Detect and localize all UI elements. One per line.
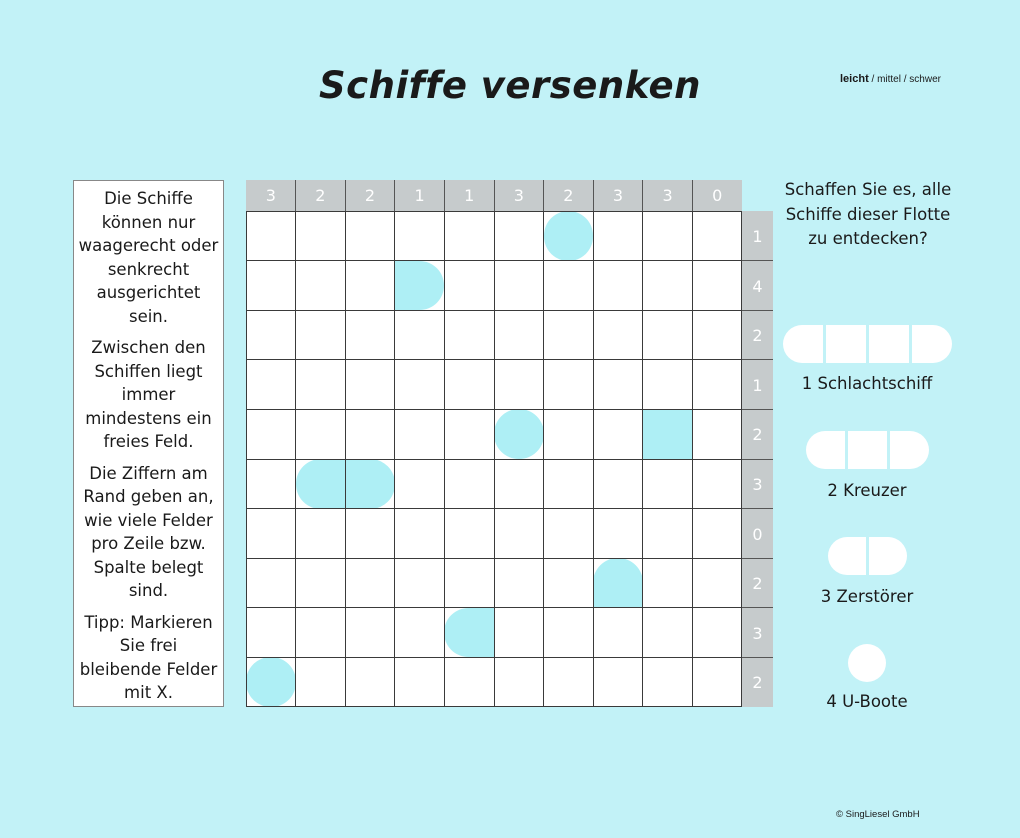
- grid-cell[interactable]: [593, 310, 643, 360]
- grid-line: [246, 706, 742, 707]
- grid-cell[interactable]: [246, 261, 296, 311]
- grid-cell[interactable]: [296, 261, 346, 311]
- grid-cell[interactable]: [494, 261, 544, 311]
- ship-segment: [826, 325, 866, 363]
- revealed-ship-segment: [345, 459, 395, 509]
- grid-cell[interactable]: [444, 558, 494, 608]
- revealed-ship-segment: [296, 459, 346, 509]
- grid-cell[interactable]: [345, 261, 395, 311]
- grid-cell[interactable]: [444, 310, 494, 360]
- ship-segment: [828, 537, 866, 575]
- grid-cell[interactable]: [444, 360, 494, 410]
- difficulty-selector[interactable]: [840, 73, 941, 85]
- grid-cell[interactable]: [246, 360, 296, 410]
- row-clue: 2: [752, 326, 763, 346]
- grid-cell[interactable]: [345, 558, 395, 608]
- grid-cell[interactable]: [692, 509, 742, 559]
- ship-segment: [869, 325, 909, 363]
- clue-divider: [742, 607, 773, 608]
- copyright: © SingLiesel GmbH: [836, 809, 920, 820]
- grid-cell[interactable]: [544, 310, 594, 360]
- grid-cell[interactable]: [494, 558, 544, 608]
- column-clue: 1: [464, 186, 475, 205]
- grid-cell[interactable]: [692, 360, 742, 410]
- clue-divider: [742, 409, 773, 410]
- fleet-label: 4 U-Boote: [826, 692, 908, 711]
- grid-line: [593, 211, 594, 707]
- grid-cell[interactable]: [544, 360, 594, 410]
- grid-cell[interactable]: [593, 509, 643, 559]
- clue-divider: [742, 558, 773, 559]
- grid-cell[interactable]: [692, 211, 742, 261]
- clue-divider: [742, 260, 773, 261]
- row-clue: 3: [752, 623, 763, 643]
- rule-text: Tipp: Markieren Sie frei bleibende Felder mit X.: [79, 612, 218, 702]
- clue-divider: [394, 180, 395, 211]
- grid-cell[interactable]: [345, 310, 395, 360]
- grid-cell[interactable]: [296, 409, 346, 459]
- battleship-icon: [783, 325, 952, 363]
- grid-cell[interactable]: [692, 657, 742, 707]
- revealed-ship-segment: [643, 409, 693, 459]
- revealed-ship-segment: [494, 409, 544, 459]
- submarine-icon: [848, 644, 886, 682]
- grid-cell[interactable]: [395, 608, 445, 658]
- grid-cell[interactable]: [395, 360, 445, 410]
- rule-text: Zwischen den Schiffen liegt immer mindestens ein freies Feld.: [85, 338, 212, 451]
- grid-line: [246, 558, 742, 559]
- clue-divider: [642, 180, 643, 211]
- grid-cell[interactable]: [296, 657, 346, 707]
- column-clue: 2: [315, 186, 326, 205]
- grid-cell[interactable]: [544, 459, 594, 509]
- grid-cell[interactable]: [643, 608, 693, 658]
- ship-segment: [783, 325, 823, 363]
- row-clues: [742, 211, 773, 707]
- clue-divider: [494, 180, 495, 211]
- rules-panel: [73, 180, 224, 707]
- grid-cell[interactable]: [593, 657, 643, 707]
- row-clue: 4: [752, 276, 763, 296]
- grid-cell[interactable]: [544, 608, 594, 658]
- grid-cell[interactable]: [246, 509, 296, 559]
- grid-cell[interactable]: [494, 211, 544, 261]
- row-clue: 2: [752, 425, 763, 445]
- ship-segment: [806, 431, 845, 469]
- grid-cell[interactable]: [296, 360, 346, 410]
- grid-cell[interactable]: [643, 459, 693, 509]
- grid-cell[interactable]: [692, 409, 742, 459]
- grid-cell[interactable]: [444, 509, 494, 559]
- grid-cell[interactable]: [593, 261, 643, 311]
- grid-cell[interactable]: [246, 558, 296, 608]
- grid-cell[interactable]: [544, 657, 594, 707]
- clue-divider: [345, 180, 346, 211]
- grid-cell[interactable]: [692, 459, 742, 509]
- difficulty-selected[interactable]: leicht: [840, 73, 869, 85]
- grid-cell[interactable]: [444, 211, 494, 261]
- grid-cell[interactable]: [643, 360, 693, 410]
- clue-divider: [742, 657, 773, 658]
- grid-cell[interactable]: [643, 558, 693, 608]
- grid-cell[interactable]: [692, 310, 742, 360]
- grid-cell[interactable]: [494, 608, 544, 658]
- grid-cell[interactable]: [246, 409, 296, 459]
- cruiser-icon: [806, 431, 929, 469]
- grid-cell[interactable]: [593, 360, 643, 410]
- grid-cell[interactable]: [544, 261, 594, 311]
- grid-cell[interactable]: [494, 509, 544, 559]
- fleet-label: 3 Zerstörer: [820, 587, 914, 606]
- ship-segment: [912, 325, 952, 363]
- column-clue: 0: [712, 186, 723, 205]
- column-clue: 2: [364, 186, 376, 205]
- grid-cell[interactable]: [544, 558, 594, 608]
- revealed-ship-segment: [593, 558, 643, 608]
- column-clue: 3: [662, 186, 673, 205]
- grid-cell[interactable]: [444, 261, 494, 311]
- rule-text: Die Schiffe können nur waagerecht oder senkrecht ausgerichtet sein.: [78, 189, 219, 326]
- grid-cell[interactable]: [444, 657, 494, 707]
- grid-cell[interactable]: [544, 409, 594, 459]
- grid-cell[interactable]: [345, 608, 395, 658]
- grid-cell[interactable]: [345, 360, 395, 410]
- row-clue: 1: [752, 375, 763, 395]
- game-board[interactable]: [246, 211, 742, 707]
- grid-line: [642, 211, 643, 707]
- grid-cell[interactable]: [246, 310, 296, 360]
- grid-cell[interactable]: [246, 211, 296, 261]
- ship-segment: [890, 431, 929, 469]
- clue-divider: [742, 359, 773, 360]
- grid-cell[interactable]: [593, 608, 643, 658]
- grid-cell[interactable]: [494, 360, 544, 410]
- column-clue: 3: [513, 186, 524, 205]
- ship-segment: [869, 537, 907, 575]
- row-clue: 2: [752, 574, 763, 594]
- grid-cell[interactable]: [643, 211, 693, 261]
- row-clue: 3: [752, 475, 763, 494]
- grid-cell[interactable]: [444, 409, 494, 459]
- grid-cell[interactable]: [296, 310, 346, 360]
- grid-cell[interactable]: [395, 310, 445, 360]
- grid-cell[interactable]: [593, 459, 643, 509]
- grid-cell[interactable]: [345, 509, 395, 559]
- grid-cell[interactable]: [345, 657, 395, 707]
- row-clue: 2: [752, 673, 763, 693]
- clue-divider: [295, 180, 296, 211]
- clue-divider: [444, 180, 445, 211]
- fleet-label: 2 Kreuzer: [827, 481, 907, 500]
- grid-cell[interactable]: [395, 211, 445, 261]
- revealed-ship-segment: [246, 657, 296, 707]
- grid-cell[interactable]: [494, 459, 544, 509]
- grid-cell[interactable]: [395, 657, 445, 707]
- revealed-ship-segment: [444, 608, 494, 658]
- clue-divider: [692, 180, 693, 211]
- grid-cell[interactable]: [692, 608, 742, 658]
- grid-line: [692, 211, 693, 707]
- clue-divider: [742, 310, 773, 311]
- row-clue: 0: [752, 524, 763, 544]
- revealed-ship-segment: [544, 211, 594, 261]
- grid-cell[interactable]: [395, 558, 445, 608]
- clue-divider: [742, 508, 773, 509]
- grid-line: [543, 211, 544, 707]
- grid-cell[interactable]: [593, 211, 643, 261]
- page-title: Schiffe versenken: [319, 64, 701, 107]
- grid-cell[interactable]: [296, 558, 346, 608]
- grid-cell[interactable]: [395, 459, 445, 509]
- grid-cell[interactable]: [494, 310, 544, 360]
- grid-line: [246, 508, 742, 509]
- grid-cell[interactable]: [345, 211, 395, 261]
- grid-cell[interactable]: [643, 310, 693, 360]
- grid-cell[interactable]: [296, 608, 346, 658]
- fleet-intro: Schaffen Sie es, alle Schiffe dieser Flotte zu entdecken?: [784, 180, 952, 248]
- column-clue: 3: [612, 186, 624, 205]
- column-clues: [246, 180, 742, 211]
- grid-cell[interactable]: [593, 409, 643, 459]
- fleet-label: 1 Schlachtschiff: [801, 374, 933, 393]
- grid-cell[interactable]: [643, 261, 693, 311]
- grid-cell[interactable]: [692, 558, 742, 608]
- grid-line: [246, 607, 742, 608]
- grid-cell[interactable]: [643, 657, 693, 707]
- grid-cell[interactable]: [296, 509, 346, 559]
- row-clue: 1: [752, 227, 763, 246]
- rule-text: Die Ziffern am Rand geben an, wie viele Felder pro Zeile bzw. Spalte belegt sind.: [83, 463, 214, 600]
- grid-cell[interactable]: [296, 211, 346, 261]
- clue-divider: [742, 459, 773, 460]
- grid-cell[interactable]: [692, 261, 742, 311]
- grid-line: [246, 657, 742, 658]
- grid-cell[interactable]: [544, 509, 594, 559]
- destroyer-icon: [828, 537, 907, 575]
- grid-cell[interactable]: [246, 608, 296, 658]
- grid-cell[interactable]: [444, 459, 494, 509]
- grid-cell[interactable]: [643, 509, 693, 559]
- grid-line: [246, 459, 742, 460]
- grid-cell[interactable]: [395, 409, 445, 459]
- difficulty-others[interactable]: / mittel / schwer: [868, 74, 941, 85]
- grid-cell[interactable]: [395, 509, 445, 559]
- ship-segment: [848, 431, 887, 469]
- grid-line: [741, 211, 742, 707]
- clue-divider: [593, 180, 594, 211]
- grid-cell[interactable]: [246, 459, 296, 509]
- column-clue: 2: [563, 186, 574, 205]
- grid-cell[interactable]: [345, 409, 395, 459]
- clue-divider: [543, 180, 544, 211]
- column-clue: 3: [265, 186, 276, 205]
- grid-cell[interactable]: [494, 657, 544, 707]
- column-clue: 1: [414, 186, 425, 205]
- ship-segment: [848, 644, 886, 682]
